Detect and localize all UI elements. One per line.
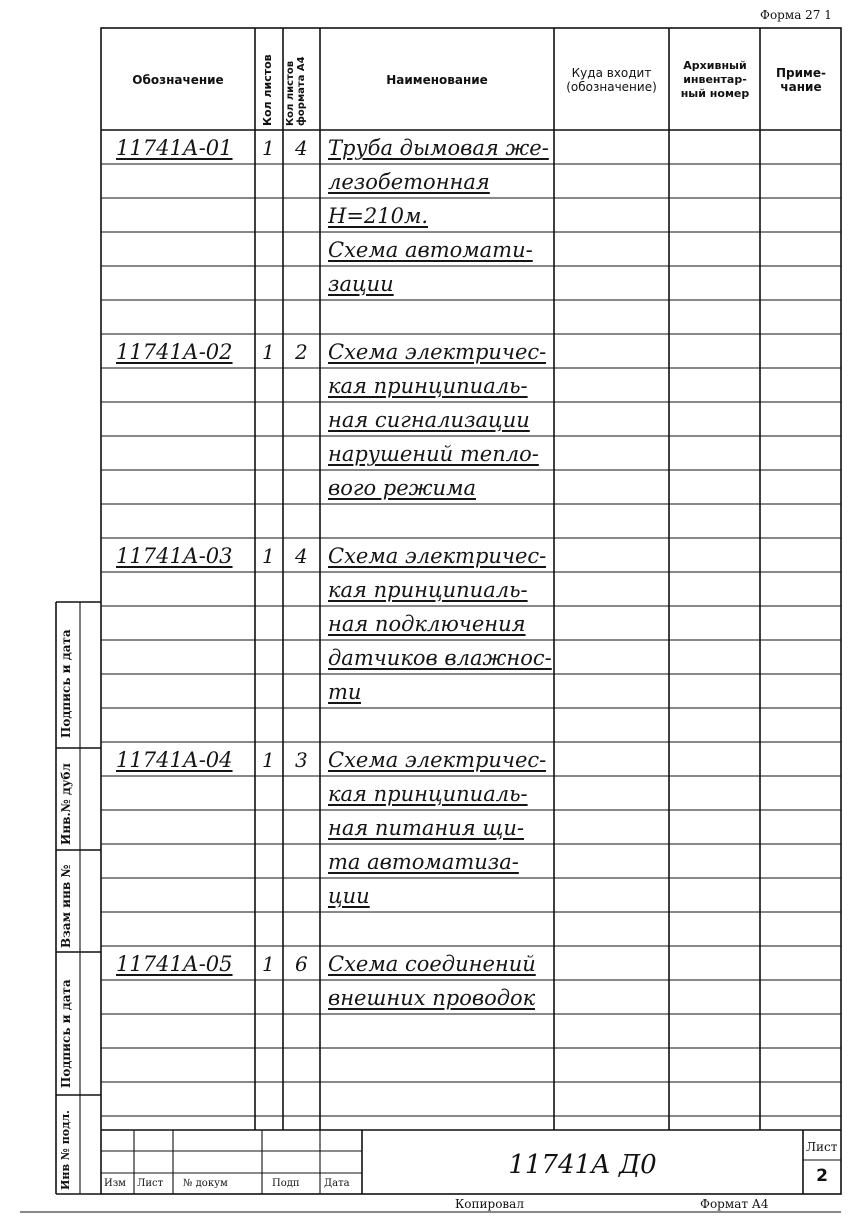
footer-kopiroval: Копировал xyxy=(455,1197,524,1211)
entry-sheets: 1 xyxy=(262,136,275,160)
entry-name-line: ти xyxy=(328,680,362,704)
header-primechanie: Приме-чание xyxy=(776,66,826,94)
entry-name-line: внешних проводок xyxy=(328,986,536,1010)
entry-sheets: 1 xyxy=(262,952,275,976)
entry-name-line: ная подключения xyxy=(328,612,526,636)
header-kol-listov: Кол листов xyxy=(261,54,274,126)
col-list: Лист xyxy=(137,1178,164,1189)
entry-name-line: ции xyxy=(328,884,370,908)
entry-a4-sheets: 2 xyxy=(295,340,308,364)
sheet-number: 2 xyxy=(816,1166,828,1186)
form-number-label: Форма 27 1 xyxy=(760,8,832,22)
entry-name-line: ная питания щи- xyxy=(328,816,524,840)
side-label-inv-podl: Инв № подл. xyxy=(59,1109,72,1190)
entry-name-line: Схема автомати- xyxy=(328,238,533,262)
entry-name-line: Схема электричес- xyxy=(328,748,547,772)
header-oboznachenie: Обозначение xyxy=(132,73,224,87)
header-arhivny-nomer: Архивный инвентар-ный номер xyxy=(680,59,750,100)
col-dokum: № докум xyxy=(183,1178,228,1189)
col-izm: Изм xyxy=(104,1178,126,1189)
entry-name-line: Схема электричес- xyxy=(328,340,547,364)
entry-name-line: кая принципиаль- xyxy=(328,578,528,602)
entry-a4-sheets: 6 xyxy=(295,952,308,976)
outer-frame xyxy=(101,28,841,1194)
entry-name-line: лезобетонная xyxy=(328,170,490,194)
entry-name-line: Схема электричес- xyxy=(328,544,547,568)
side-label-podpis-data-bottom: Подпись и дата xyxy=(59,979,73,1088)
entry-sheets: 1 xyxy=(262,544,275,568)
entry-name-line: нарушений тепло- xyxy=(328,442,539,466)
entry-code: 11741А-04 xyxy=(116,748,233,772)
entry-code: 11741А-03 xyxy=(116,544,233,568)
header-naimenovanie: Наименование xyxy=(386,73,488,87)
col-podp: Подп xyxy=(272,1178,300,1189)
entry-a4-sheets: 4 xyxy=(295,136,308,160)
entry-name-line: Н=210м. xyxy=(328,204,429,228)
side-label-inv-dubl: Инв.№ дубл xyxy=(59,762,73,845)
entry-code: 11741А-01 xyxy=(116,136,233,160)
entry-a4-sheets: 3 xyxy=(295,748,308,772)
entry-sheets: 1 xyxy=(262,340,275,364)
entry-name-line: кая принципиаль- xyxy=(328,782,528,806)
entry-name-line: кая принципиаль- xyxy=(328,374,528,398)
entry-sheets: 1 xyxy=(262,748,275,772)
entry-name-line: вого режима xyxy=(328,476,476,500)
entry-a4-sheets: 4 xyxy=(295,544,308,568)
side-label-vzam-inv: Взам инв № xyxy=(59,864,73,948)
entry-name-line: Схема соединений xyxy=(328,952,536,976)
entry-name-line: ная сигнализации xyxy=(328,408,530,432)
header-kuda-vhodit: Куда входит (обозначение) xyxy=(566,66,657,94)
entry-code: 11741А-02 xyxy=(116,340,233,364)
document-code: 11741А Д0 xyxy=(508,1150,657,1180)
footer-format: Формат А4 xyxy=(700,1197,769,1211)
entry-name-line: датчиков влажнос- xyxy=(328,646,552,670)
sheet-label: Лист xyxy=(806,1140,838,1154)
entry-name-line: зации xyxy=(328,272,394,296)
col-data: Дата xyxy=(324,1178,350,1189)
header-kol-listov-a4: Кол листов формата А4 xyxy=(285,56,307,126)
entry-code: 11741А-05 xyxy=(116,952,233,976)
entry-name-line: та автоматиза- xyxy=(328,850,519,874)
entry-name-line: Труба дымовая же- xyxy=(328,136,549,160)
side-label-podpis-data-top: Подпись и дата xyxy=(59,629,73,738)
